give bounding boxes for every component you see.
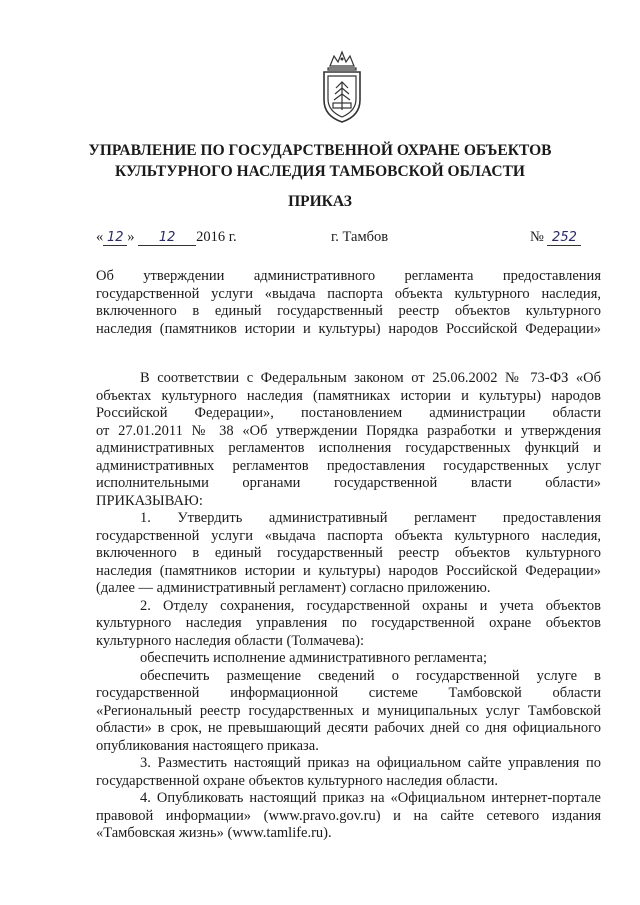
subject-line: наследия (памятников истории и культуры) народов Российской Федерации» (96, 320, 601, 337)
item-line: государственной информационной системе Тамбовской области (96, 685, 601, 701)
item-line: «Региональный реестр государственных и муниципальных услуг Тамбовской (96, 702, 601, 719)
item-line: государственной услуги «выдача паспорта объекта культурного наследия, (96, 527, 601, 544)
item-2 (96, 598, 601, 651)
item-line: 4. Опубликовать настоящий приказ на «Официальном интернет-портале (140, 790, 601, 806)
item-line: 1. Утвердить административный регламент предоставления (140, 510, 601, 526)
preamble-line: В соответствии с Федеральным законом от 25.06.2002 № 73-ФЗ «Об (140, 370, 601, 386)
item-line: культурного наследия управления по государственной охране объектов (96, 615, 601, 631)
preamble-line: исполнительными органами государственной власти области» (96, 475, 601, 491)
item-line: включенного в единый государственный реестр объектов культурного (96, 545, 601, 561)
item-line: государственной охране объектов культурного наследия области. (96, 772, 499, 789)
order-city: г. Тамбов (331, 229, 389, 245)
preamble-line: от 27.01.2011 № 38 «Об утверждении Порядка разработки и утверждения (96, 422, 601, 439)
item-4 (96, 790, 601, 843)
coat-of-arms-emblem (318, 48, 366, 124)
subject-line: Об утверждении административного регламента предоставления (96, 268, 601, 284)
preamble-line: объектах культурного наследия (памятниках истории и культуры) народов (96, 387, 601, 404)
number-sign: № (530, 229, 544, 245)
order-number (530, 229, 581, 246)
preamble-line: административных регламентов исполнения государственных функций и (96, 440, 601, 456)
subject-line: государственной услуги «выдача паспорта объекта культурного наследия, (96, 285, 601, 302)
preamble-line: Российской Федерации», постановлением администрации области (96, 405, 601, 421)
item-line: обеспечить исполнение административного регламента; (140, 650, 488, 666)
order-date (96, 229, 237, 246)
item-line: опубликования настоящего приказа. (96, 737, 319, 754)
item-line: наследия (памятников истории и культуры) народов Российской Федерации» (96, 562, 601, 579)
item-line: 2. Отделу сохранения, государственной охраны и учета объектов (140, 597, 601, 614)
item-line: области» в срок, не превышающий десяти рабочих дней со дня официального (96, 720, 601, 736)
preamble-line: административных регламентов предоставления государственных услуг (96, 457, 601, 474)
document-title: ПРИКАЗ (288, 193, 352, 210)
item-line: правовой информации» (www.pravo.gov.ru) и на сайте сетевого издания (96, 807, 601, 824)
order-items (96, 510, 601, 843)
item-2-subpoint-1 (96, 650, 601, 668)
date-day: 12 (103, 230, 127, 246)
item-line: обеспечить размещение сведений о государственной услуге в (140, 667, 601, 684)
item-2-subpoint-2 (96, 668, 601, 756)
preamble (96, 370, 601, 510)
date-year: 2016 г. (196, 229, 237, 245)
date-quote-close: » (127, 229, 135, 245)
organization-header (0, 140, 640, 182)
item-line: «Тамбовская жизнь» (www.tamlife.ru). (96, 825, 332, 841)
item-line: культурного наследия области (Толмачева): (96, 632, 365, 649)
item-3 (96, 755, 601, 790)
order-subject (96, 268, 601, 338)
item-line: 3. Разместить настоящий приказ на официальном сайте управления по (140, 755, 601, 771)
number-value: 252 (547, 230, 581, 246)
item-1 (96, 510, 601, 598)
subject-line: включенного в единый государственный реестр объектов культурного (96, 303, 601, 319)
date-quote-open: « (96, 229, 104, 245)
organization-name-line2: КУЛЬТУРНОГО НАСЛЕДИЯ ТАМБОВСКОЙ ОБЛАСТИ (115, 163, 525, 180)
date-month: 12 (138, 230, 196, 246)
organization-name-line1: УПРАВЛЕНИЕ ПО ГОСУДАРСТВЕННОЙ ОХРАНЕ ОБЪЕКТОВ (88, 142, 552, 159)
decree-word: ПРИКАЗЫВАЮ: (96, 492, 203, 509)
item-line: (далее — административный регламент) согласно приложению. (96, 580, 491, 596)
